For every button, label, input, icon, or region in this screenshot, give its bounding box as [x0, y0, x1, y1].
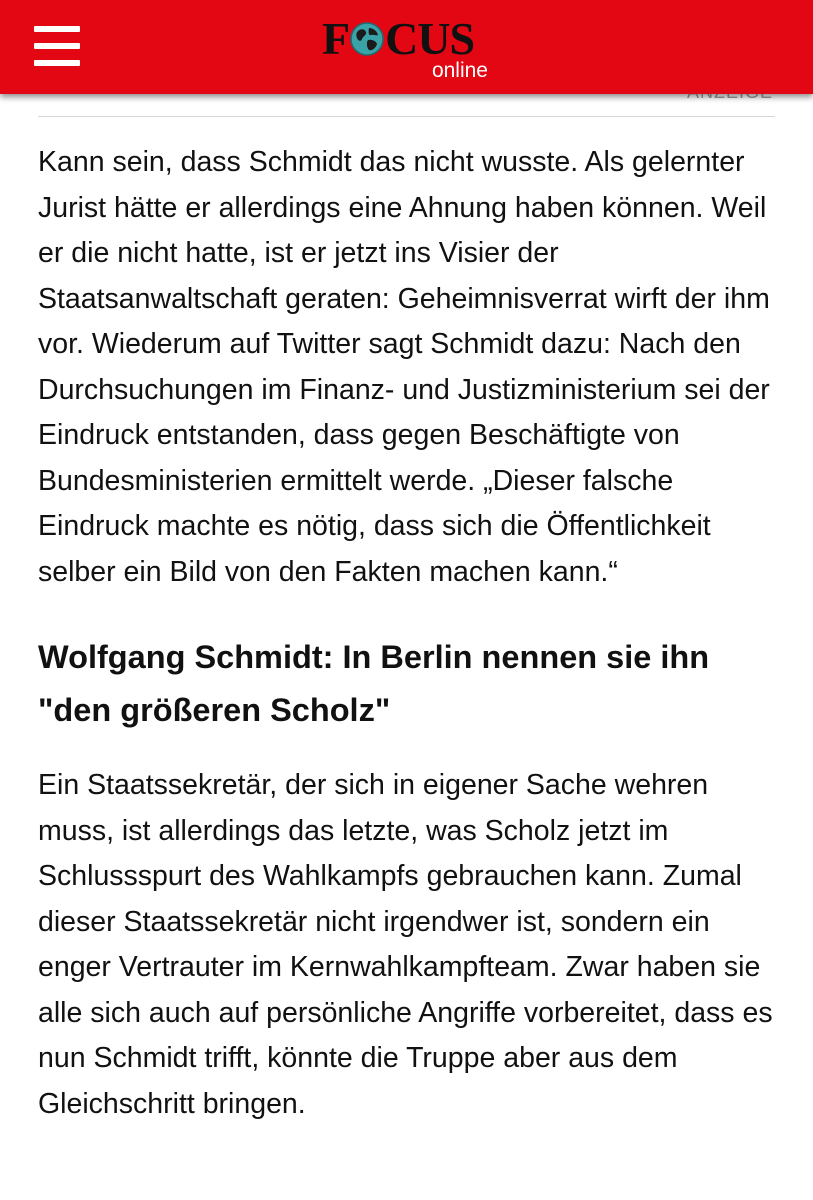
- article-body: [38, 140, 783, 1127]
- article-paragraph: Kann sein, dass Schmidt das nicht wusste. Als gelernter Jurist hätte er allerdings eine Ahnung haben können. Weil er die nicht hatte, ist er jetzt ins Visier der Staatsanwaltschaft geraten: Geheimnisverrat wirft der ihm vor. Wiederum auf Twitter sagt Schmidt dazu: Nach den Durchsuchungen im Finanz- und Justizministerium sei der Eindruck entstanden, dass gegen Beschäftigte von Bundesministerien ermittelt werde. „Dieser falsche Eindruck machte es nötig, dass sich die Öffentlichkeit selber ein Bild von den Fakten machen kann.“: [38, 146, 770, 588]
- hamburger-menu-icon[interactable]: [34, 26, 80, 66]
- logo-letters-cus: CUS: [385, 13, 475, 64]
- logo-subtitle: online: [431, 59, 488, 82]
- logo-letter-f: F: [322, 13, 350, 64]
- top-navigation-bar: [0, 0, 813, 94]
- divider: [38, 116, 775, 117]
- menu-line: [34, 43, 80, 49]
- menu-line: [34, 60, 80, 66]
- article-subheading: Wolfgang Schmidt: In Berlin nennen sie ihn "den größeren Scholz": [38, 639, 710, 728]
- globe-icon: [350, 22, 384, 56]
- article-paragraph: Ein Staatssekretär, der sich in eigener Sache wehren muss, ist allerdings das letzte, was Scholz jetzt im Schlussspurt des Wahlkampfs gebrauchen kann. Zumal dieser Staatssekretär nicht irgendwer ist, sondern ein enger Vertrauter im Kernwahlkampfteam. Zwar haben sie alle sich auch auf persönliche Angriffe vorbereitet, dass es nun Schmidt trifft, könnte die Truppe aber aus dem Gleichschritt bringen.: [38, 769, 773, 1120]
- focus-online-logo[interactable]: [322, 14, 492, 84]
- menu-line: [34, 26, 80, 32]
- logo-wordmark: [322, 14, 474, 64]
